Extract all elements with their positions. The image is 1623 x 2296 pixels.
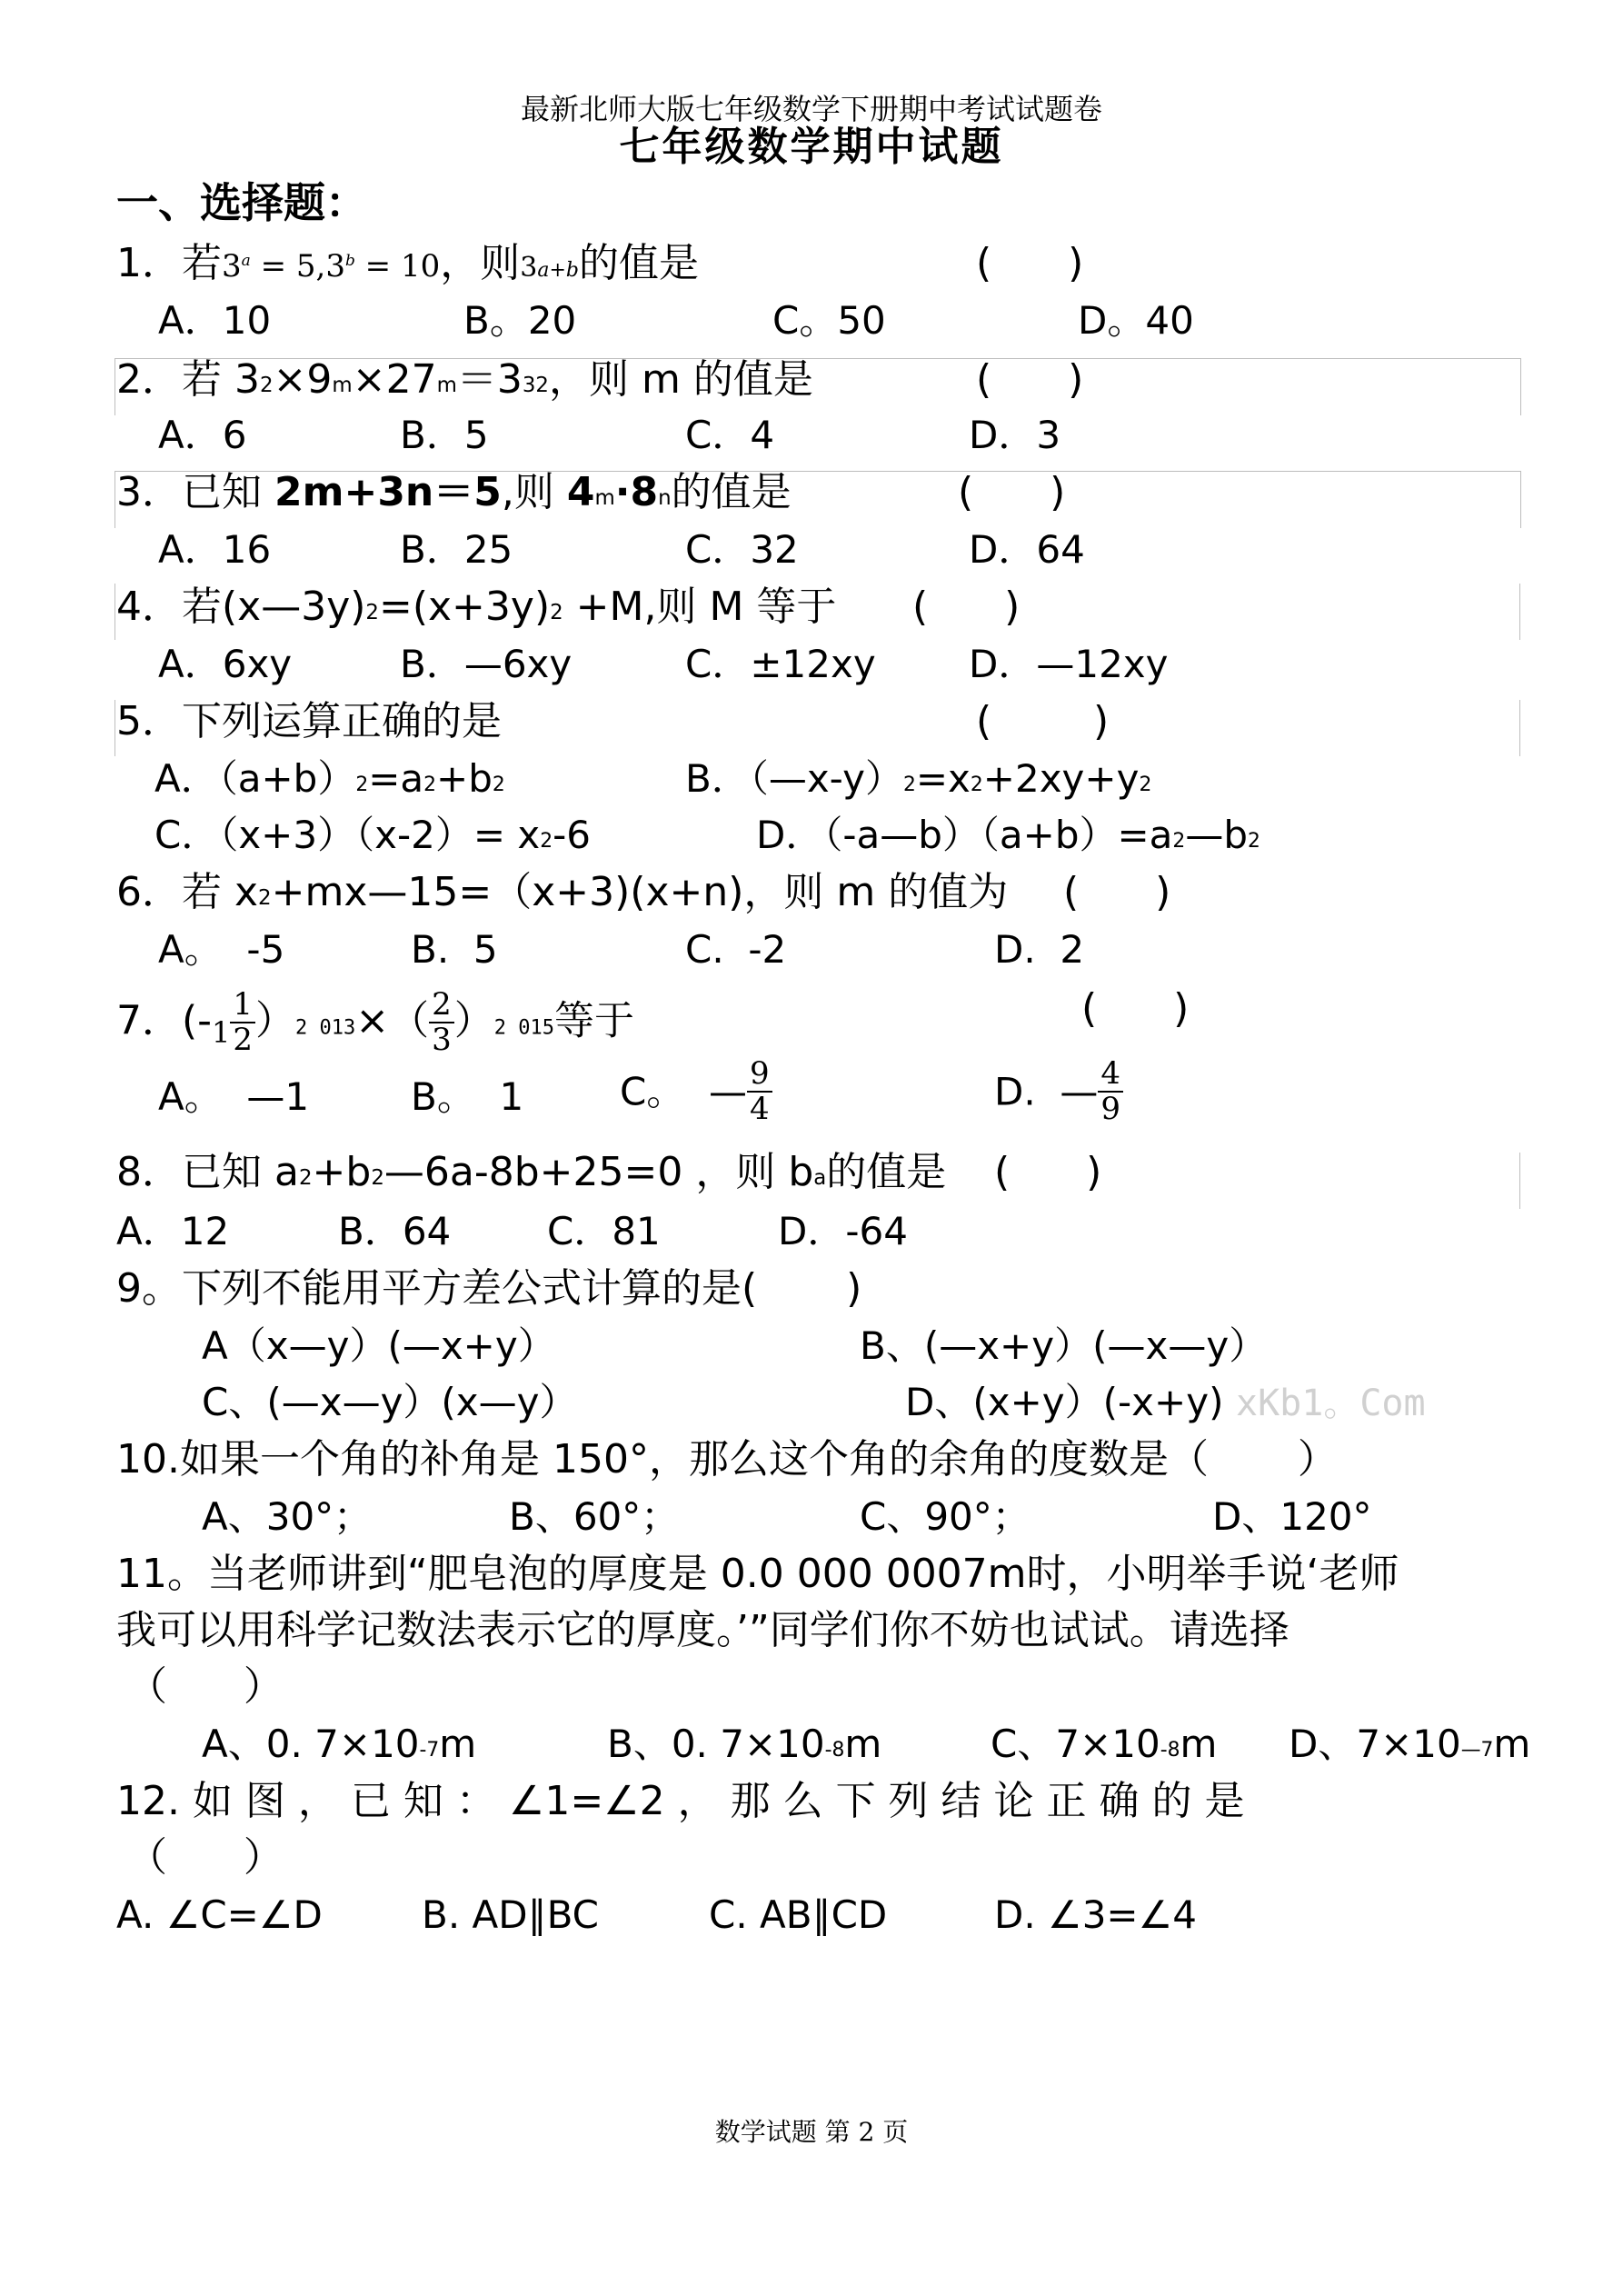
option-11d[interactable]: D、7×10—7m — [1289, 1722, 1531, 1766]
table-line — [1519, 1153, 1520, 1209]
question-8: 8．已知 a2+b2—6a-8b+25=0 ，则 ba的值是 — [116, 1149, 947, 1195]
question-6: 6．若 x2+mx—15=（x+3)(x+n)，则 m 的值为 — [116, 869, 1009, 915]
answer-paren-4[interactable]: ( ) — [912, 584, 1021, 630]
option-5b[interactable]: B．（—x-y）2=x2+2xy+y2 — [685, 756, 1152, 801]
option-9a[interactable]: A（x—y）(—x+y） — [202, 1323, 556, 1368]
top-title: 最新北师大版七年级数学下册期中考试试题卷 — [520, 92, 1102, 126]
option-10c[interactable]: C、90°； — [860, 1494, 1031, 1539]
option-9c[interactable]: C、(—x—y）(x—y） — [202, 1380, 578, 1424]
option-9d[interactable]: D、(x+y）(-x+y) — [905, 1380, 1224, 1424]
option-1b[interactable]: B。20 — [463, 298, 577, 343]
question-1: 1．若$3^a = 5,3^b = 10$，则3a+b的值是 — [116, 240, 699, 286]
answer-paren-6[interactable]: ( ) — [1063, 869, 1171, 915]
option-2b[interactable]: B．5 — [400, 413, 489, 457]
question-5: 5．下列运算正确的是 — [116, 698, 502, 744]
option-12c[interactable]: C. AB∥CD — [709, 1892, 888, 1937]
answer-paren-1[interactable]: ( ) — [976, 240, 1084, 286]
option-7c[interactable]: C。 — $\frac{9}{4}$ — [620, 1058, 772, 1126]
option-11a[interactable]: A、0. 7×10-7m — [202, 1722, 477, 1766]
option-10a[interactable]: A、30°； — [202, 1494, 373, 1539]
option-3d[interactable]: D．64 — [969, 527, 1085, 572]
table-line — [1519, 584, 1520, 640]
option-3c[interactable]: C．32 — [685, 527, 799, 572]
question-2: 2．若 32×9m×27m＝332，则 m 的值是 — [116, 356, 813, 403]
option-4a[interactable]: A．6xy — [158, 642, 293, 686]
option-6a[interactable]: A。 -5 — [158, 927, 285, 972]
option-1a[interactable]: A．10 — [158, 298, 272, 343]
option-6d[interactable]: D. 2 — [994, 927, 1085, 972]
question-11-line2: 我可以用科学记数法表示它的厚度。’”同学们你不妨也试试。请选择 — [116, 1607, 1289, 1653]
fraction-two-thirds: $\frac{2}{3}$ — [429, 989, 454, 1057]
option-3a[interactable]: A．16 — [158, 527, 272, 572]
option-4b[interactable]: B．—6xy — [400, 642, 573, 686]
answer-paren-8[interactable]: ( ) — [994, 1149, 1102, 1195]
option-5a[interactable]: A．（a+b）2=a2+b2 — [154, 756, 505, 801]
option-2c[interactable]: C．4 — [685, 413, 775, 457]
option-12d[interactable]: D. ∠3=∠4 — [994, 1892, 1197, 1937]
option-9b[interactable]: B、(—x+y）(—x—y） — [860, 1323, 1268, 1368]
option-6c[interactable]: C. -2 — [685, 927, 787, 972]
option-8a[interactable]: A．12 — [116, 1209, 230, 1253]
answer-paren-12[interactable]: （ ） — [127, 1834, 284, 1881]
option-7d[interactable]: D. — $\frac{4}{9}$ — [994, 1058, 1123, 1126]
watermark: xKb1。Com — [1236, 1383, 1426, 1424]
option-12a[interactable]: A. ∠C=∠D — [116, 1892, 323, 1937]
option-7b[interactable]: B。 1 — [411, 1074, 524, 1119]
fraction-four-ninths: $\frac{4}{9}$ — [1098, 1058, 1123, 1126]
question-3: 3．已知 2m+3n＝5,则 4m·8n的值是 — [116, 469, 792, 515]
option-2a[interactable]: A．6 — [158, 413, 247, 457]
option-1c[interactable]: C。50 — [772, 298, 886, 343]
option-6b[interactable]: B. 5 — [411, 927, 498, 972]
table-line — [1519, 700, 1520, 756]
option-4c[interactable]: C．±12xy — [685, 642, 876, 686]
section-heading: 一、选择题： — [116, 178, 367, 227]
option-3b[interactable]: B．25 — [400, 527, 513, 572]
question-9: 9。下列不能用平方差公式计算的是( ) — [116, 1265, 862, 1312]
option-8b[interactable]: B．64 — [338, 1209, 452, 1253]
option-1d[interactable]: D。40 — [1078, 298, 1194, 343]
option-5d[interactable]: D．（-a—b）（a+b）=a2—b2 — [756, 813, 1260, 857]
option-4d[interactable]: D．—12xy — [969, 642, 1169, 686]
option-10b[interactable]: B、60°； — [509, 1494, 680, 1539]
question-4: 4．若(x—3y)2=(x+3y)2 +M,则 M 等于 — [116, 584, 837, 630]
option-2d[interactable]: D．3 — [969, 413, 1061, 457]
option-8d[interactable]: D．-64 — [778, 1209, 908, 1253]
option-8c[interactable]: C．81 — [547, 1209, 661, 1253]
question-7: 7．($-_1$ $\frac{1}{2}$ ）2 013×（ $\frac{2}{3}$ ）2 015等于 — [116, 986, 635, 1058]
option-7a[interactable]: A。 —1 — [158, 1074, 310, 1119]
option-11b[interactable]: B、0. 7×10-8m — [607, 1722, 882, 1766]
answer-paren-11[interactable]: （ ） — [127, 1663, 284, 1710]
answer-paren-3[interactable]: ( ) — [958, 469, 1066, 515]
answer-paren-5[interactable]: ( ) — [976, 698, 1110, 744]
answer-paren-2[interactable]: ( ) — [976, 356, 1084, 403]
question-12-line1: 12. 如 图 ， 已 知 ： ∠1=∠2 ， 那 么 下 列 结 论 正 确 的 是 — [116, 1778, 1245, 1824]
page-footer: 数学试题 第 2 页 — [714, 2117, 909, 2147]
fraction-nine-fourths: $\frac{9}{4}$ — [747, 1058, 772, 1126]
option-10d[interactable]: D、120° — [1212, 1494, 1372, 1539]
option-12b[interactable]: B. AD∥BC — [422, 1892, 599, 1937]
option-11c[interactable]: C、7×10-8m — [991, 1722, 1218, 1766]
question-11-line1: 11。当老师讲到“肥皂泡的厚度是 0.0 000 0007m时，小明举手说‘老师 — [116, 1551, 1399, 1597]
question-10: 10.如果一个角的补角是 150°，那么这个角的余角的度数是（ ） — [116, 1436, 1338, 1482]
option-5c[interactable]: C．（x+3）（x-2）= x2-6 — [154, 813, 592, 857]
main-title: 七年级数学期中试题 — [619, 124, 1004, 170]
fraction-one-half: $\frac{1}{2}$ — [230, 989, 255, 1057]
answer-paren-7[interactable]: ( ) — [1081, 985, 1190, 1032]
